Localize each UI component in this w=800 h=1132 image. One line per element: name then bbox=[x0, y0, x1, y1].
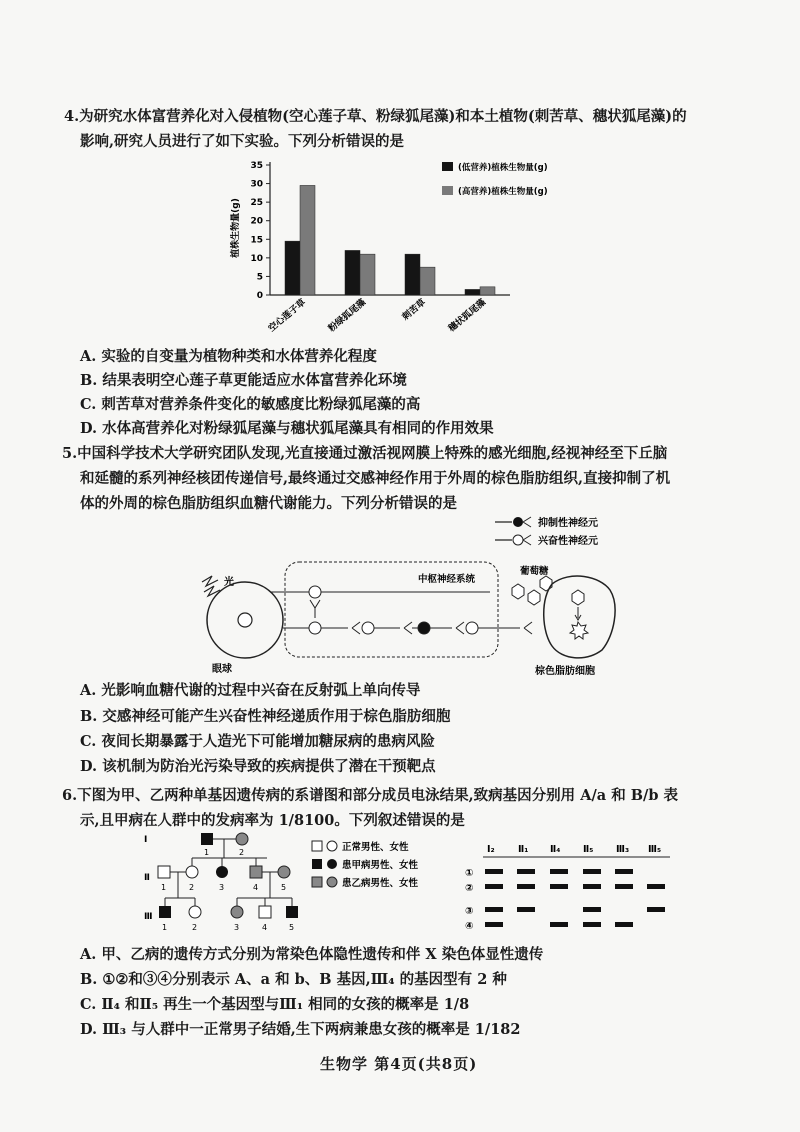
pedigree-III1-affected-jia-male bbox=[159, 906, 171, 918]
q5-stem-line2: 和延髓的系列神经核团传递信号,最终通过交感神经作用于外周的棕色脂肪组织,直接抑制了机 bbox=[80, 470, 671, 487]
electrophoresis-gel bbox=[455, 838, 695, 938]
q5-option-c: C. 夜间长期暴露于人造光下可能增加糖尿病的患病风险 bbox=[80, 733, 435, 750]
legend-excitatory bbox=[495, 534, 598, 547]
gel-row-2: ② bbox=[465, 883, 474, 894]
neuron-inhibitory bbox=[418, 622, 430, 634]
gen2-num-3: 3 bbox=[219, 883, 225, 892]
q4-option-c: C. 刺苦草对营养条件变化的敏感度比粉绿狐尾藻的高 bbox=[80, 396, 421, 413]
legend-inhibitory bbox=[495, 516, 598, 529]
bar-low-2 bbox=[345, 250, 360, 295]
q6-stem-line1: 6.下图为甲、乙两种单基因遗传病的系谱图和部分成员电泳结果,致病基因分别用 A/a 和 B/b 表 bbox=[62, 787, 679, 804]
pedigree-III2-normal-female bbox=[189, 906, 201, 918]
legend-label-high: (高营养)植株生物量(g) bbox=[458, 187, 548, 197]
gel-header-6: Ⅲ₅ bbox=[648, 844, 662, 855]
x-category-label: 刺苦草 bbox=[400, 297, 428, 323]
gen2-num-5: 5 bbox=[281, 883, 287, 892]
y-tick-label: 0 bbox=[256, 291, 263, 301]
cns-label: 中枢神经系统 bbox=[418, 574, 476, 585]
gen1-num-1: 1 bbox=[204, 848, 210, 857]
q5-option-a: A. 光影响血糖代谢的过程中兴奋在反射弧上单向传导 bbox=[80, 682, 421, 699]
pedigree-III5-affected-jia-male bbox=[286, 906, 298, 918]
gel-header-5: Ⅲ₃ bbox=[616, 844, 630, 855]
gen-label-2: Ⅱ bbox=[144, 873, 150, 883]
burst-icon bbox=[570, 622, 588, 639]
q6-option-b: B. ①②和③④分别表示 A、a 和 b、B 基因,Ⅲ₄ 的基因型有 2 种 bbox=[80, 971, 507, 988]
glucose-label: 葡萄糖 bbox=[520, 566, 549, 577]
pedigree-legend bbox=[310, 838, 450, 898]
biomass-bar-chart bbox=[220, 150, 600, 355]
gel-header-3: Ⅱ₄ bbox=[550, 844, 561, 855]
pedigree-II5-affected-yi-female bbox=[278, 866, 290, 878]
gen2-num-4: 4 bbox=[253, 883, 259, 892]
pedigree-II4-affected-yi-male bbox=[250, 866, 262, 878]
gen1-num-2: 2 bbox=[239, 848, 245, 857]
neuron-excitatory bbox=[466, 622, 478, 634]
y-tick-label: 35 bbox=[250, 161, 263, 171]
q5-stem-line3: 体的外周的棕色脂肪组织血糖代谢能力。下列分析错误的是 bbox=[80, 495, 457, 512]
eye-label: 眼球 bbox=[212, 664, 232, 675]
gel-row-1: ① bbox=[465, 868, 474, 879]
q5-option-b: B. 交感神经可能产生兴奋性神经递质作用于棕色脂肪细胞 bbox=[80, 708, 451, 725]
bar-low-3 bbox=[405, 254, 420, 295]
legend-swatch-high bbox=[442, 186, 453, 195]
gen3-num-4: 4 bbox=[262, 923, 268, 932]
y-tick-label: 15 bbox=[250, 235, 263, 246]
legend-excitatory-label: 兴奋性神经元 bbox=[538, 536, 598, 547]
gen3-num-2: 2 bbox=[192, 923, 198, 932]
gel-row-4: ④ bbox=[465, 921, 474, 932]
fat-cell-label: 棕色脂肪细胞 bbox=[535, 666, 595, 677]
q5-option-d: D. 该机制为防治光污染导致的疾病提供了潜在干预靶点 bbox=[80, 758, 436, 775]
neuron-excitatory bbox=[362, 622, 374, 634]
gen2-num-2: 2 bbox=[189, 883, 195, 892]
x-category-label: 空心莲子草 bbox=[267, 297, 308, 335]
pedigree-II2-normal-female bbox=[186, 866, 198, 878]
y-axis-label: 植株生物量(g) bbox=[231, 198, 241, 258]
bar-high-3 bbox=[420, 267, 435, 295]
gen3-num-1: 1 bbox=[162, 923, 168, 932]
pedigree-II1-normal-male bbox=[158, 866, 170, 878]
bar-low-4 bbox=[465, 289, 480, 295]
q4-stem-line1: 4.为研究水体富营养化对入侵植物(空心莲子草、粉绿狐尾藻)和本土植物(刺苦草、穗状狐尾藻)的 bbox=[64, 108, 687, 125]
gen-label-1: Ⅰ bbox=[144, 835, 148, 845]
x-category-label: 粉绿狐尾藻 bbox=[327, 297, 368, 335]
y-tick-label: 25 bbox=[250, 198, 263, 209]
bar-high-1 bbox=[300, 185, 315, 295]
gen2-num-1: 1 bbox=[161, 883, 167, 892]
gen-label-3: Ⅲ bbox=[144, 912, 153, 922]
q6-option-d: D. Ⅲ₃ 与人群中一正常男子结婚,生下两病兼患女孩的概率是 1/182 bbox=[80, 1021, 521, 1038]
legend-label-low: (低营养)植株生物量(g) bbox=[458, 163, 548, 173]
pedigree-II3-affected-jia-female bbox=[216, 866, 228, 878]
legend-swatch-low bbox=[442, 162, 453, 171]
gel-header-2: Ⅱ₁ bbox=[518, 844, 529, 855]
bar-high-4 bbox=[480, 287, 495, 295]
x-category-label: 穗状狐尾藻 bbox=[447, 297, 488, 335]
q6-option-c: C. Ⅱ₄ 和Ⅱ₅ 再生一个基因型与Ⅲ₁ 相同的女孩的概率是 1/8 bbox=[80, 996, 470, 1013]
q6-stem-line2: 示,且甲病在人群中的发病率为 1/8100。下列叙述错误的是 bbox=[80, 812, 465, 829]
legend-yi-label: 患乙病男性、女性 bbox=[342, 878, 419, 889]
q5-stem-line1: 5.中国科学技术大学研究团队发现,光直接通过激活视网膜上特殊的感光细胞,经视神经至下丘脑 bbox=[62, 445, 668, 462]
bar-high-2 bbox=[360, 254, 375, 295]
legend-normal-label: 正常男性、女性 bbox=[342, 842, 409, 853]
legend-inhibitory-label: 抑制性神经元 bbox=[538, 518, 598, 529]
gel-header-4: Ⅱ₅ bbox=[583, 844, 594, 855]
light-label: 光 bbox=[224, 577, 234, 588]
y-tick-label: 5 bbox=[256, 272, 263, 283]
reflex-arc-diagram bbox=[190, 510, 620, 680]
gel-row-3: ③ bbox=[465, 906, 474, 917]
pedigree-III3-affected-yi-female bbox=[231, 906, 243, 918]
page-footer: 生物学 第4页(共8页) bbox=[320, 1055, 478, 1073]
gel-header-1: Ⅰ₂ bbox=[487, 844, 495, 855]
y-tick-label: 30 bbox=[250, 179, 263, 190]
pedigree-I2-affected-yi-female bbox=[236, 833, 248, 845]
gen3-num-5: 5 bbox=[289, 923, 295, 932]
bar-low-1 bbox=[285, 241, 300, 295]
q4-option-a: A. 实验的自变量为植物种类和水体营养化程度 bbox=[80, 348, 377, 365]
neuron-excitatory bbox=[309, 586, 321, 598]
neuron-excitatory bbox=[309, 622, 321, 634]
pedigree-chart bbox=[140, 828, 320, 938]
q6-option-a: A. 甲、乙病的遗传方式分别为常染色体隐性遗传和伴 X 染色体显性遗传 bbox=[80, 946, 544, 963]
q4-option-b: B. 结果表明空心莲子草更能适应水体富营养化环境 bbox=[80, 372, 407, 389]
y-tick-label: 20 bbox=[250, 216, 263, 227]
q4-option-d: D. 水体高营养化对粉绿狐尾藻与穗状狐尾藻具有相同的作用效果 bbox=[80, 420, 494, 437]
y-tick-label: 10 bbox=[250, 253, 263, 264]
gen3-num-3: 3 bbox=[234, 923, 240, 932]
glucose-molecules-icon bbox=[512, 576, 552, 605]
pedigree-III4-normal-male bbox=[259, 906, 271, 918]
legend-jia-label: 患甲病男性、女性 bbox=[342, 860, 419, 871]
gel-bands bbox=[485, 869, 665, 927]
q4-stem-line2: 影响,研究人员进行了如下实验。下列分析错误的是 bbox=[80, 133, 405, 150]
pedigree-I1-affected-jia-male bbox=[201, 833, 213, 845]
